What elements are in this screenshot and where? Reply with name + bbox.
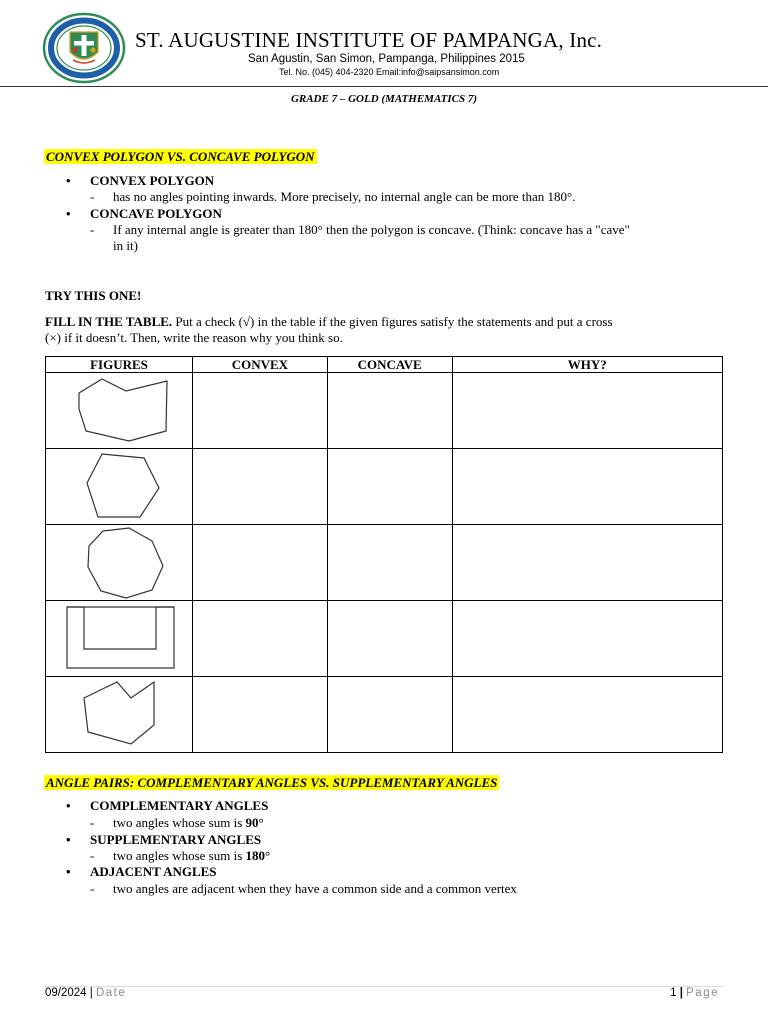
bullet-dot: • [66, 206, 71, 221]
table-row [46, 677, 723, 753]
figure-cell [46, 525, 193, 601]
table-header-row [46, 357, 723, 373]
concave-hexagon-figure [46, 374, 192, 448]
term-convex: CONVEX POLYGON [90, 173, 215, 188]
instruction-lead: FILL IN THE TABLE. [45, 314, 173, 329]
table-row [46, 449, 723, 525]
dash-marker: - [90, 189, 95, 204]
grade-line: GRADE 7 – GOLD (MATHEMATICS 7) [290, 93, 478, 105]
convex-answer-cell[interactable] [193, 677, 328, 753]
header-convex: CONVEX [193, 357, 328, 373]
school-name: ST. AUGUSTINE INSTITUTE OF PAMPANGA, Inc. [135, 28, 603, 52]
dash-marker: - [90, 815, 95, 830]
octagon-figure [46, 526, 192, 600]
bullet-adjacent [66, 864, 217, 880]
term-supplementary: SUPPLEMENTARY ANGLES [90, 832, 262, 847]
bullet-supplementary [66, 832, 261, 848]
term-adjacent: ADJACENT ANGLES [90, 864, 217, 879]
why-answer-cell[interactable] [452, 373, 722, 449]
why-answer-cell[interactable] [452, 449, 722, 525]
footer-date-value: 09/2024 [45, 987, 87, 999]
try-heading: TRY THIS ONE! [45, 288, 142, 303]
concave-answer-cell[interactable] [327, 525, 452, 601]
instruction-line1 [45, 314, 723, 330]
bullet-dot: • [66, 864, 71, 879]
concave-pentagon-figure [46, 678, 192, 752]
why-answer-cell[interactable] [452, 525, 722, 601]
bullet-dot: • [66, 798, 71, 813]
bullet-convex [66, 173, 214, 189]
dash-marker: - [90, 848, 95, 863]
footer-date-label: Date [95, 987, 127, 999]
bullet-dot: • [66, 832, 71, 847]
section2-title-wrapper [44, 774, 499, 792]
footer-date [45, 987, 126, 999]
header-concave: CONCAVE [327, 357, 452, 373]
header-divider [0, 86, 768, 87]
footer-page-number: 1 [670, 987, 677, 999]
why-answer-cell[interactable] [452, 601, 722, 677]
desc-concave-line1: If any internal angle is greater than 180° then the polygon is concave. (Think: concave has a "cave" [113, 222, 630, 237]
term-complementary: COMPLEMENTARY ANGLES [90, 798, 269, 813]
desc-convex: has no angles pointing inwards. More precisely, no internal angle can be more than 180°. [113, 189, 576, 204]
concave-answer-cell[interactable] [327, 373, 452, 449]
footer-page-label: Page [686, 987, 719, 999]
supplementary-sum-value: 180° [245, 848, 271, 863]
table-row [46, 601, 723, 677]
school-contact: Tel. No. (045) 404-2320 Email:info@saipsansimon.com [279, 67, 500, 77]
figure-cell [46, 373, 193, 449]
table-row [46, 373, 723, 449]
footer-page [670, 987, 719, 999]
section1-title-wrapper [44, 148, 317, 166]
desc-concave-line2: in it) [113, 238, 138, 253]
convex-answer-cell[interactable] [193, 601, 328, 677]
school-seal-logo [42, 12, 126, 84]
footer-page-separator: | [676, 987, 687, 999]
convex-answer-cell[interactable] [193, 525, 328, 601]
desc-supplementary-text: two angles whose sum is [113, 848, 246, 863]
header-figures: FIGURES [46, 357, 193, 373]
figures-table [45, 356, 723, 753]
convex-answer-cell[interactable] [193, 449, 328, 525]
bullet-complementary [66, 798, 268, 814]
concave-answer-cell[interactable] [327, 677, 452, 753]
term-concave: CONCAVE POLYGON [90, 206, 222, 221]
section1-title: CONVEX POLYGON VS. CONCAVE POLYGON [46, 149, 315, 164]
instruction-text1: Put a check (√) in the table if the given figures satisfy the statements and put a cross [172, 314, 613, 329]
school-address: San Agustin, San Simon, Pampanga, Philippines 2015 [248, 53, 525, 65]
figure-cell [46, 449, 193, 525]
bullet-concave [66, 206, 222, 222]
concave-answer-cell[interactable] [327, 601, 452, 677]
desc-adjacent: two angles are adjacent when they have a common side and a common vertex [113, 881, 517, 896]
figure-cell [46, 601, 193, 677]
u-shape-figure [46, 602, 192, 676]
concave-answer-cell[interactable] [327, 449, 452, 525]
footer-separator: | [86, 987, 96, 999]
section2-title: ANGLE PAIRS: COMPLEMENTARY ANGLES VS. SUPPLEMENTARY ANGLES [46, 775, 498, 790]
instruction-line2: (×) if it doesn’t. Then, write the reason why you think so. [45, 330, 343, 345]
desc-complementary [113, 815, 264, 831]
footer-divider [44, 986, 724, 987]
complementary-sum-value: 90° [245, 815, 264, 830]
desc-complementary-text: two angles whose sum is [113, 815, 246, 830]
table-row [46, 525, 723, 601]
header-why: WHY? [452, 357, 722, 373]
hexagon-figure [46, 450, 192, 524]
dash-marker: - [90, 881, 95, 896]
convex-answer-cell[interactable] [193, 373, 328, 449]
dash-marker: - [90, 222, 95, 237]
desc-supplementary [113, 848, 270, 864]
why-answer-cell[interactable] [452, 677, 722, 753]
bullet-dot: • [66, 173, 71, 188]
figure-cell [46, 677, 193, 753]
